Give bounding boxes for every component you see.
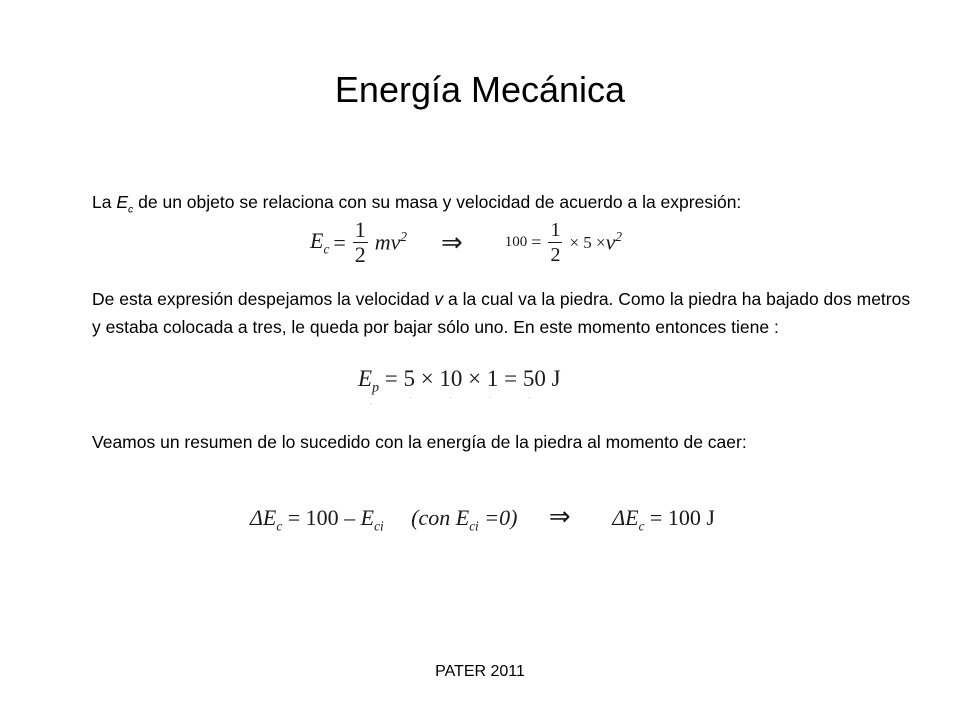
paragraph-text: a la cual va la piedra. Como la piedra ha bajado dos metros y estaba colocada a tres, le queda por bajar sólo uno. En este momento entonces tiene : xyxy=(92,289,911,337)
velocity-symbol: v xyxy=(434,289,444,309)
implies-arrow: ⇒ xyxy=(440,227,463,257)
eq-equals: = xyxy=(333,229,346,255)
delta-symbol: Δ xyxy=(612,505,626,530)
eq-rhs-equals: = xyxy=(531,232,542,252)
energy-subscript: c xyxy=(128,203,134,216)
footer-text: PATER 2011 xyxy=(435,663,525,680)
potential-energy-equation xyxy=(358,366,561,396)
eq-rhs-var: $v^2$ xyxy=(605,229,622,255)
eq-lhs: $E_c$ xyxy=(262,505,283,534)
eq-condition: (con $E_{ci} =0$) xyxy=(411,505,518,534)
eq-rhs: = 5 × 10 × 1 = 50 J xyxy=(378,366,561,391)
kinetic-energy-equation xyxy=(310,218,622,280)
eq-fraction: $\frac{1}{2}$ xyxy=(354,217,366,267)
eq-lhs: $E_p$ xyxy=(358,366,379,395)
eq-rhs-value: 100 xyxy=(504,234,528,250)
eq-term: $mv^2$ xyxy=(374,229,407,255)
paragraph-text: De esta expresión despejamos la velocidad xyxy=(92,289,435,309)
paragraph-text: de un objeto se relaciona con su masa y velocidad de acuerdo a la expresión: xyxy=(133,192,742,212)
delta-symbol: Δ xyxy=(250,505,263,530)
eq-rhs-term: × 5 × xyxy=(569,232,606,252)
implies-arrow: ⇒ xyxy=(548,502,571,531)
energy-change-equation xyxy=(250,502,715,534)
paragraph-summary: Veamos un resumen de lo sucedido con la energía de la piedra al momento de caer: xyxy=(92,432,747,452)
paragraph-velocity xyxy=(92,285,912,341)
paragraph-text: La xyxy=(92,192,117,212)
eq-eci: $E_{ci}$ xyxy=(360,505,384,534)
eq-lhs: $E_c$ xyxy=(310,227,330,257)
energy-symbol: E xyxy=(116,192,129,212)
equation-artifact: · · · · · · xyxy=(370,395,549,407)
slide-title: Energía Mecánica xyxy=(334,69,626,110)
eq-mid: = 100 – xyxy=(282,505,361,530)
eq-rhs-fraction: $\frac{1}{2}$ xyxy=(550,219,561,266)
eq-rhs-tail: = 100 J xyxy=(644,505,715,530)
eq-rhs: $E_c$ xyxy=(625,505,645,534)
